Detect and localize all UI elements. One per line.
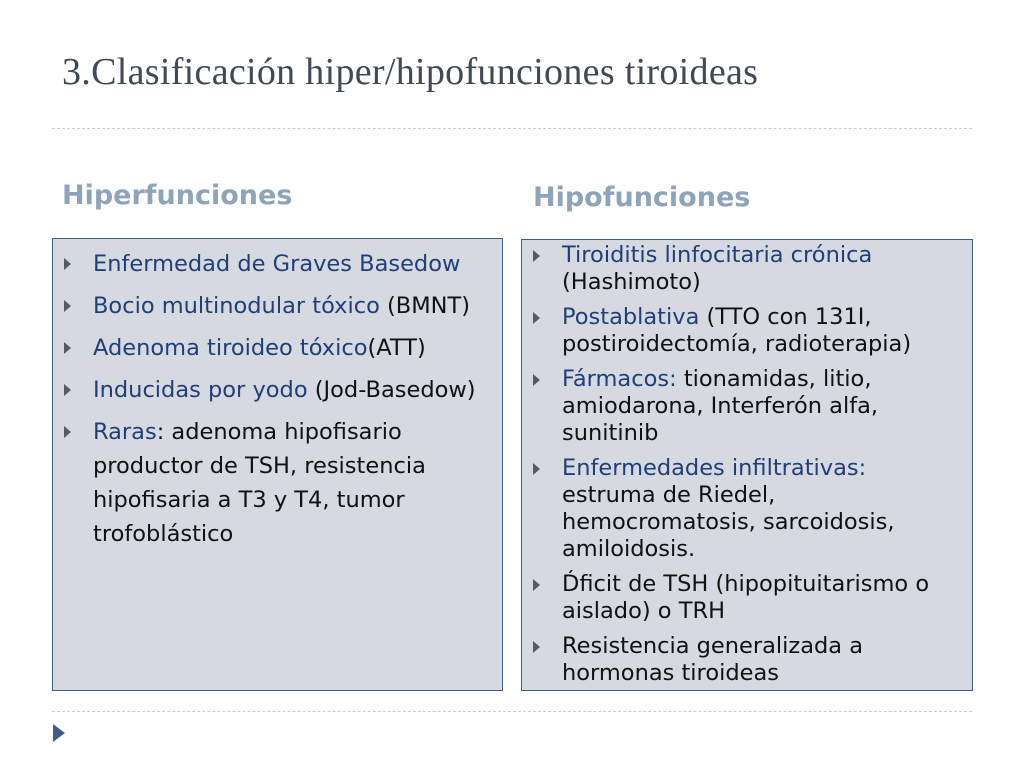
triangle-bullet-icon — [533, 463, 540, 475]
item-lead: Adenoma tiroideo tóxico — [93, 335, 368, 361]
bottom-divider — [52, 711, 972, 712]
list-item — [522, 455, 966, 563]
list-item — [53, 289, 496, 323]
item-text: (TTO con 131I, postiroidectomía, radioterapia) — [562, 304, 912, 357]
triangle-bullet-icon — [533, 641, 540, 653]
item-text: (Hashimoto) — [562, 269, 701, 295]
list-item — [522, 242, 966, 296]
item-lead: Fármacos: — [562, 366, 677, 392]
next-slide-arrow-icon[interactable] — [53, 724, 65, 742]
triangle-bullet-icon — [64, 426, 71, 438]
item-lead: Raras — [93, 419, 157, 445]
list-item — [53, 415, 496, 551]
hyperfunction-heading: Hiperfunciones — [62, 180, 293, 211]
item-lead: Bocio multinodular tóxico — [93, 293, 380, 319]
item-text: (BMNT) — [379, 293, 470, 319]
hypofunction-list — [522, 242, 966, 687]
item-text: (ATT) — [367, 335, 426, 361]
triangle-bullet-icon — [64, 342, 71, 354]
hyperfunction-box — [52, 238, 503, 691]
list-item — [522, 366, 966, 447]
item-text: Resistencia generalizada a hormonas tiroideas — [562, 633, 864, 686]
slide-title: 3.Clasificación hiper/hipofunciones tiroideas — [62, 51, 759, 93]
list-item — [53, 331, 496, 365]
list-item — [522, 304, 966, 358]
item-lead: Postablativa — [562, 304, 700, 330]
item-lead: Inducidas por yodo — [93, 377, 308, 403]
triangle-bullet-icon — [533, 312, 540, 324]
list-item — [53, 247, 496, 281]
triangle-bullet-icon — [64, 384, 71, 396]
list-item — [53, 373, 496, 407]
item-lead: Tiroiditis linfocitaria crónica — [562, 242, 873, 268]
triangle-bullet-icon — [533, 374, 540, 386]
item-text: estruma de Riedel, hemocromatosis, sarcoidosis, amiloidosis. — [562, 482, 895, 562]
item-text: D́ficit de TSH (hipopituitarismo o aislado) o TRH — [562, 571, 930, 624]
item-text: : adenoma hipofisario productor de TSH, resistencia hipofisaria a T3 y T4, tumor trofoblástico — [93, 419, 426, 547]
item-text: tionamidas, litio, amiodarona, Interferón alfa, sunitinib — [562, 366, 879, 446]
hypofunction-heading: Hipofunciones — [533, 182, 751, 213]
item-text: (Jod-Basedow) — [307, 377, 476, 403]
top-divider — [52, 128, 972, 129]
list-item — [522, 571, 966, 625]
item-lead: Enfermedades infiltrativas: — [562, 455, 867, 481]
hyperfunction-list — [53, 247, 496, 551]
triangle-bullet-icon — [64, 258, 71, 270]
triangle-bullet-icon — [533, 250, 540, 262]
triangle-bullet-icon — [533, 579, 540, 591]
item-lead: Enfermedad de Graves Basedow — [93, 251, 461, 277]
hypofunction-box — [521, 239, 973, 691]
triangle-bullet-icon — [64, 300, 71, 312]
list-item — [522, 633, 966, 687]
